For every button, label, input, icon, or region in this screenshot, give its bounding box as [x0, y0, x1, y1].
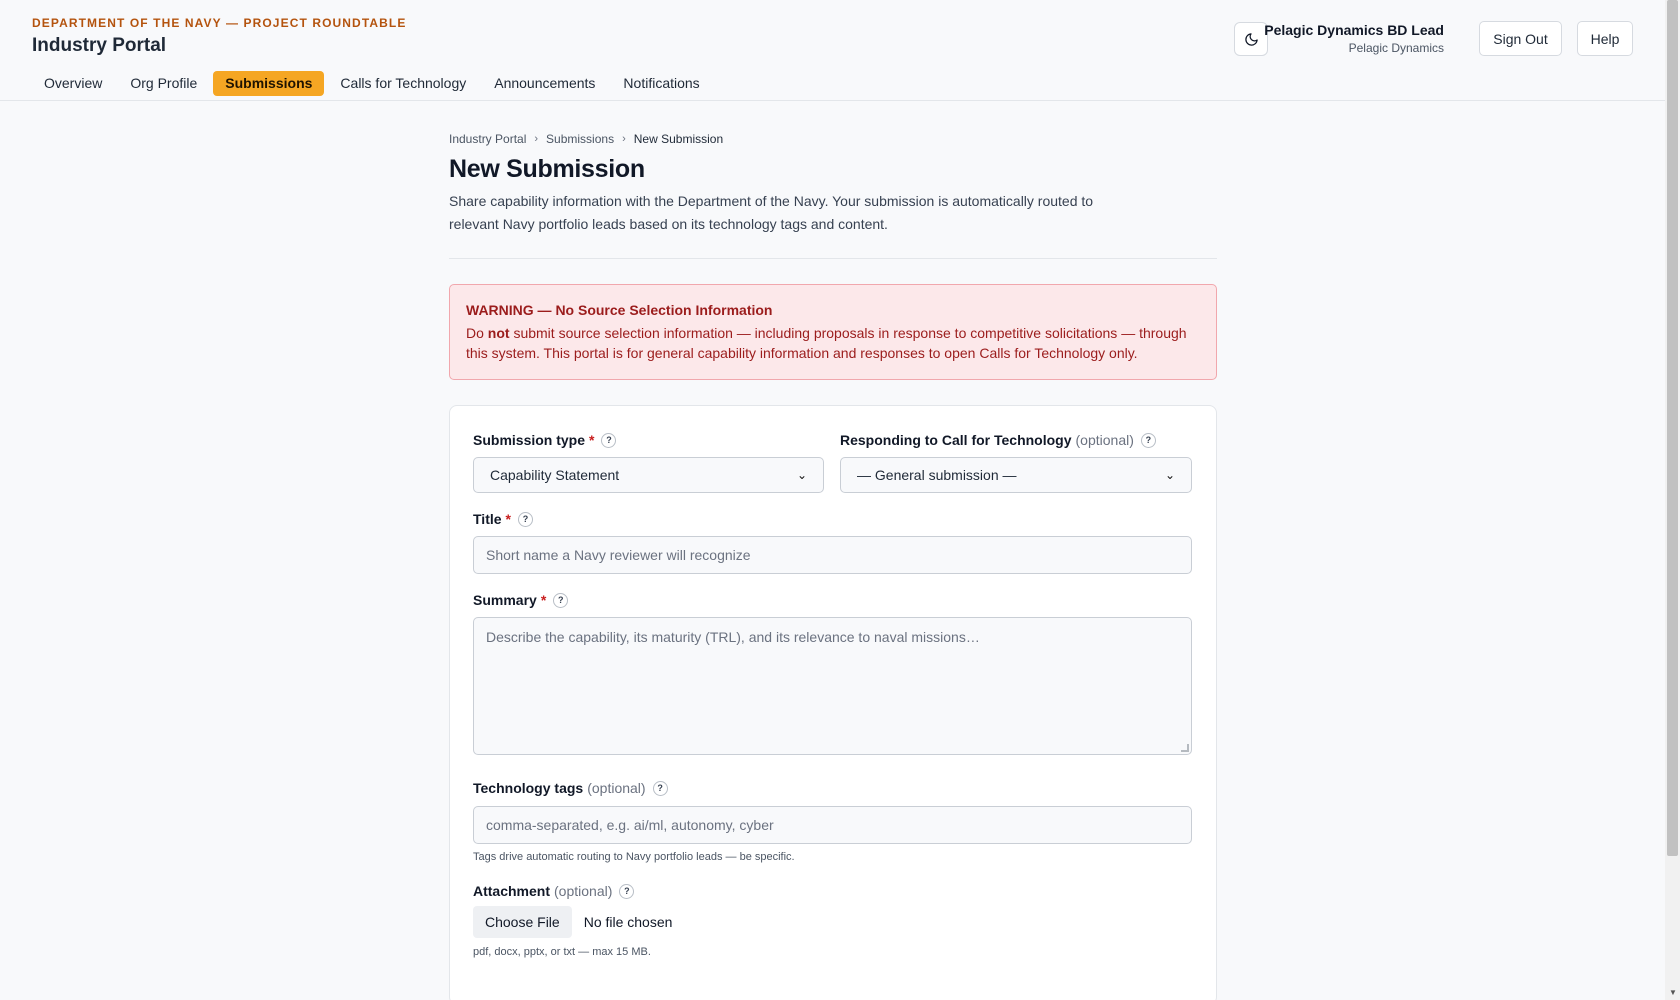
- submission-type-label-text: Submission type: [473, 432, 586, 448]
- sign-out-button[interactable]: Sign Out: [1479, 21, 1562, 56]
- nav-submissions[interactable]: Submissions: [213, 71, 324, 96]
- required-marker: *: [589, 432, 595, 448]
- resize-handle-icon[interactable]: [1181, 744, 1189, 752]
- warning-banner: [449, 284, 1217, 380]
- scrollbar-thumb[interactable]: [1667, 0, 1678, 856]
- chevron-right-icon: ›: [534, 133, 539, 145]
- attachment-label-text: Attachment: [473, 883, 551, 899]
- no-file-status: No file chosen: [583, 914, 673, 930]
- title-label: [473, 511, 533, 527]
- cft-label-text: Responding to Call for Technology: [840, 432, 1072, 448]
- breadcrumb-industry-portal[interactable]: Industry Portal: [449, 132, 527, 146]
- page-intro: Share capability information with the Department of the Navy. Your submission is automatically routed to relevant Navy portfolio leads based on its technology tags and content.: [449, 193, 1094, 232]
- chevron-down-icon: ⌄: [796, 468, 807, 482]
- submission-type-select[interactable]: [473, 457, 824, 493]
- breadcrumb-submissions[interactable]: Submissions: [546, 132, 615, 146]
- warning-title: WARNING — No Source Selection Information: [466, 302, 773, 318]
- help-question-icon[interactable]: ?: [553, 593, 568, 608]
- nav-org-profile[interactable]: Org Profile: [130, 75, 198, 91]
- top-header: [0, 0, 1665, 101]
- theme-toggle-button[interactable]: [1234, 22, 1268, 56]
- optional-marker: (optional): [554, 883, 613, 899]
- submission-form: [449, 405, 1217, 1000]
- tags-hint: Tags drive automatic routing to Navy portfolio leads — be specific.: [473, 851, 795, 863]
- user-info: [1264, 22, 1444, 55]
- warning-text-rest: submit source selection information — including proposals in response to competitive solicitations — through this system. This portal is for general capability information and responses to open Calls for Technology only.: [466, 325, 1187, 361]
- help-button[interactable]: Help: [1577, 21, 1633, 56]
- help-question-icon[interactable]: ?: [653, 781, 668, 796]
- summary-placeholder: Describe the capability, its maturity (TRL), and its relevance to naval missions…: [486, 629, 980, 645]
- title-input[interactable]: Short name a Navy reviewer will recognize: [473, 536, 1192, 574]
- user-org: Pelagic Dynamics: [1348, 41, 1444, 55]
- summary-label-text: Summary: [473, 592, 537, 608]
- breadcrumb-current: New Submission: [633, 132, 724, 146]
- tags-label: [473, 780, 668, 796]
- optional-marker: (optional): [587, 780, 646, 796]
- attachment-label: [473, 883, 634, 899]
- divider: [449, 258, 1217, 259]
- cft-value: — General submission —: [857, 467, 1017, 483]
- moon-icon: [1244, 32, 1259, 47]
- required-marker: *: [505, 511, 511, 527]
- attachment-hint: pdf, docx, pptx, or txt — max 15 MB.: [473, 946, 651, 958]
- scroll-down-arrow-icon[interactable]: ▼: [1669, 988, 1677, 997]
- tags-label-text: Technology tags: [473, 780, 584, 796]
- cft-label: [840, 432, 1156, 448]
- warning-text-emphasis: not: [487, 325, 510, 341]
- chevron-right-icon: ›: [622, 133, 626, 145]
- optional-marker: (optional): [1075, 432, 1134, 448]
- warning-text-start: Do: [466, 325, 488, 341]
- page-scrollbar[interactable]: [1665, 0, 1680, 1000]
- submission-type-label: [473, 432, 616, 448]
- main-nav: [32, 71, 712, 96]
- summary-textarea[interactable]: [473, 617, 1192, 755]
- nav-announcements[interactable]: Announcements: [494, 75, 596, 91]
- tags-input[interactable]: comma-separated, e.g. ai/ml, autonomy, cyber: [473, 806, 1192, 844]
- app-title: Industry Portal: [32, 35, 167, 56]
- warning-text: [466, 323, 1200, 363]
- user-name: Pelagic Dynamics BD Lead: [1264, 22, 1444, 38]
- submission-type-value: Capability Statement: [490, 467, 620, 483]
- choose-file-button[interactable]: Choose File: [473, 906, 572, 938]
- page-title: New Submission: [449, 155, 645, 183]
- cft-select[interactable]: [840, 457, 1192, 493]
- help-question-icon[interactable]: ?: [601, 433, 616, 448]
- title-label-text: Title: [473, 511, 502, 527]
- summary-label: [473, 592, 568, 608]
- org-eyebrow: DEPARTMENT OF THE NAVY — PROJECT ROUNDTABLE: [32, 16, 407, 30]
- attachment-file-input: [473, 906, 672, 938]
- nav-calls-for-technology[interactable]: Calls for Technology: [340, 75, 467, 91]
- help-question-icon[interactable]: ?: [518, 512, 533, 527]
- required-marker: *: [540, 592, 547, 608]
- help-question-icon[interactable]: ?: [619, 884, 634, 899]
- main-content: [449, 132, 1217, 1000]
- nav-notifications[interactable]: Notifications: [623, 75, 700, 91]
- nav-overview[interactable]: Overview: [44, 75, 103, 91]
- help-question-icon[interactable]: ?: [1141, 433, 1156, 448]
- breadcrumb: [449, 132, 1217, 146]
- chevron-down-icon: ⌄: [1164, 468, 1175, 482]
